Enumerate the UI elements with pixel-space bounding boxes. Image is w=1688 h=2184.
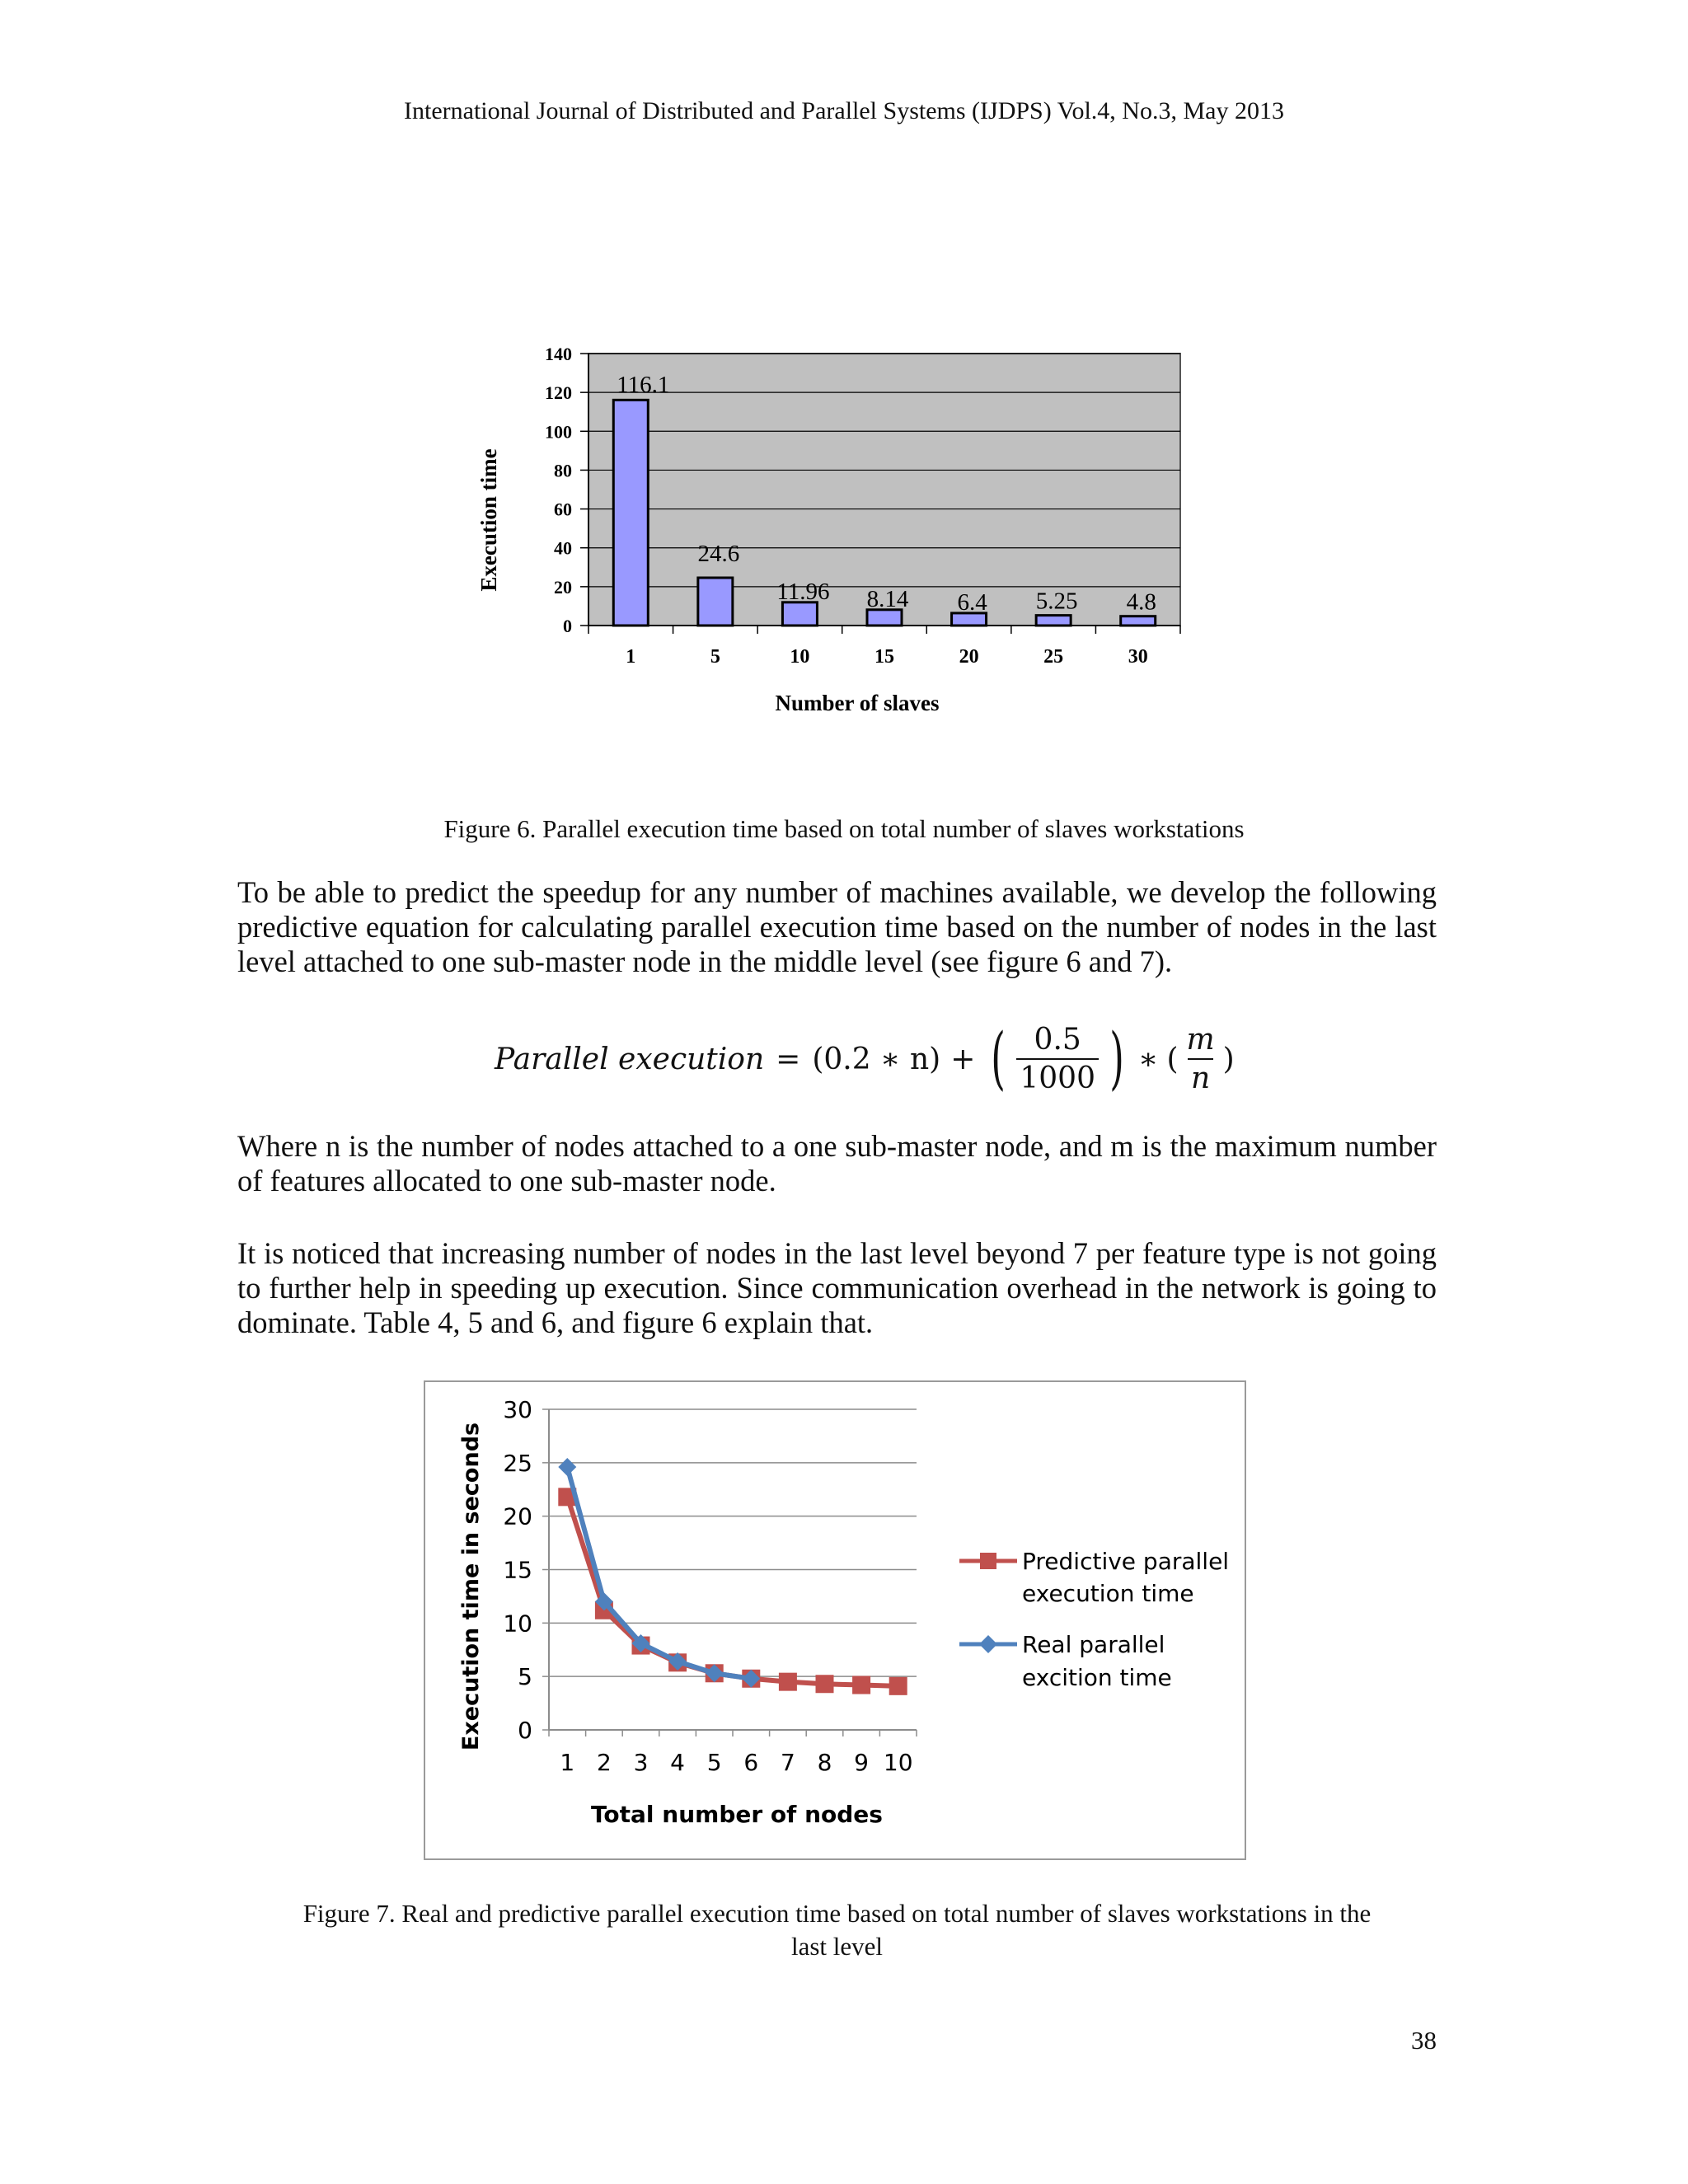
fig7-y-tick-label: 20 [503,1502,532,1530]
fig7-y-tick-label: 30 [503,1396,532,1423]
fig7-x-tick-label: 1 [560,1749,575,1776]
fig7-x-tick-label: 4 [670,1749,686,1776]
fig7-x-tick-label: 8 [817,1749,832,1776]
fig6-x-tick-label: 5 [710,646,720,668]
fig6-y-tick-label: 20 [554,576,572,598]
fig7-x-tick-label: 3 [633,1749,649,1776]
fig7-x-axis-label: Total number of nodes [591,1801,883,1828]
fig6-y-tick-label: 120 [545,382,572,404]
equation-paren-small-open-icon: ( [1166,1042,1179,1076]
fig6-data-label: 11.96 [776,578,830,605]
fig7-y-tick-label: 5 [518,1663,532,1691]
fig6-y-tick-label: 60 [554,499,572,520]
fig6-data-label: 24.6 [697,541,740,568]
legend-real-label-1: Real parallel [1022,1631,1165,1658]
fig7-x-tick-label: 6 [743,1749,759,1776]
fig7-y-axis-label: Execution time in seconds [458,1422,484,1751]
figure-7-caption-line-1: Figure 7. Real and predictive parallel execution time based on total number of slaves workstations in the [302,1899,1372,1928]
fig7-square-marker [889,1677,907,1695]
fig6-y-tick-label: 80 [554,460,572,481]
fig6-bar [613,400,648,626]
running-header: International Journal of Distributed and Parallel Systems (IJDPS) Vol.4, No.3, May 2013 [404,97,1284,124]
fig7-x-tick-label: 10 [883,1749,913,1776]
equation-equals: = [776,1042,801,1076]
fig7-x-tick-label: 7 [780,1749,795,1776]
equation-paren-open-icon: ( [991,1019,1006,1098]
equation-fraction-1 [1016,1023,1099,1095]
fig7-y-tick-label: 10 [503,1610,532,1638]
figure-7-caption [237,1897,1437,1963]
legend-real-label-2: excition time [1022,1664,1172,1691]
fraction-2-numerator: m [1186,1023,1215,1057]
equation-paren-close-icon: ) [1109,1019,1124,1098]
fig6-bar [1036,616,1071,626]
equation-plus: + [950,1042,976,1076]
fig7-legend [959,1548,1229,1691]
fraction-2-denominator: n [1188,1058,1213,1095]
equation-paren-small-close-icon: ) [1222,1042,1235,1076]
equation-fraction-2 [1184,1023,1218,1095]
legend-real-diamond-icon [979,1635,997,1653]
fig7-x-tick-label: 5 [706,1749,722,1776]
fig6-x-tick-label: 20 [959,646,979,668]
legend-predictive-label-2: execution time [1022,1580,1194,1607]
figure-7-caption-line-2: last level [790,1932,884,1961]
fig6-data-label: 5.25 [1035,588,1078,615]
fig6-y-tick-label: 0 [563,616,572,636]
fig7-series-line [567,1497,898,1686]
fig7-y-tick-label: 15 [503,1556,532,1584]
fig7-plot-area [503,1396,917,1776]
fig6-x-tick-label: 25 [1043,646,1064,668]
fig7-y-tick-label: 0 [518,1717,532,1744]
legend-predictive-label-1: Predictive parallel [1022,1548,1230,1575]
paragraph-3: It is noticed that increasing number of nodes in the last level beyond 7 per feature type is not going to further help in speeding up execution. Since communication overhead in the network is going to dominate. Table 4, 5 and 6, and figure 6 explain that. [237,1236,1437,1339]
page-number: 38 [1411,2026,1437,2055]
fig6-plot-background [588,354,1180,626]
fig7-x-tick-label: 9 [854,1749,870,1776]
paragraph-2: Where n is the number of nodes attached to a one sub-master node, and m is the maximum number of features allocated to one sub-master node. [237,1129,1437,1197]
fig7-square-marker [816,1675,834,1693]
fig6-y-axis-label: Execution time [476,448,501,592]
fig6-x-tick-label: 1 [626,646,636,668]
fig7-series-line [567,1467,751,1679]
fig6-data-label: 4.8 [1126,588,1156,616]
figure-7-line-chart [424,1380,1246,1860]
fig6-data-label: 6.4 [957,588,987,616]
fig7-diamond-marker [558,1458,576,1476]
fig7-square-marker [852,1676,870,1694]
fig7-square-marker [779,1673,797,1691]
fig6-x-axis-label: Number of slaves [775,691,940,715]
fraction-1-numerator: 0.5 [1034,1023,1081,1057]
fig6-x-tick-label: 15 [874,646,894,668]
fig6-bar [1121,616,1156,626]
fig6-plot-area [545,344,1180,668]
equation-term-1: (0.2 ∗ n) [812,1042,941,1076]
fig6-data-label: 8.14 [866,585,909,612]
fig6-x-tick-label: 30 [1128,646,1148,668]
fig7-y-tick-label: 25 [503,1449,532,1477]
figure-6-caption: Figure 6. Parallel execution time based on total number of slaves workstations [443,814,1245,843]
fig6-data-label: 116.1 [617,372,670,399]
paragraph-1: To be able to predict the speedup for any number of machines available, we develop the following predictive equation for calculating parallel execution time based on the number of nodes in the last level attached to one sub-master node in the middle level (see figure 6 and 7). [237,875,1437,978]
fig6-y-tick-label: 140 [545,344,572,364]
figure-6-bar-chart [445,334,1203,721]
fraction-1-denominator: 1000 [1016,1058,1099,1095]
fig6-y-tick-label: 100 [545,421,572,443]
legend-predictive-square-icon [980,1553,996,1569]
predictive-equation [0,1014,1688,1104]
fig6-bar [782,602,817,626]
fig6-bar [698,578,733,626]
fig6-x-tick-label: 10 [790,646,810,668]
equation-times: ∗ [1138,1042,1159,1076]
equation-lhs: Parallel execution [495,1042,765,1076]
fig7-x-tick-label: 2 [596,1749,612,1776]
fig6-y-tick-label: 40 [554,537,572,559]
